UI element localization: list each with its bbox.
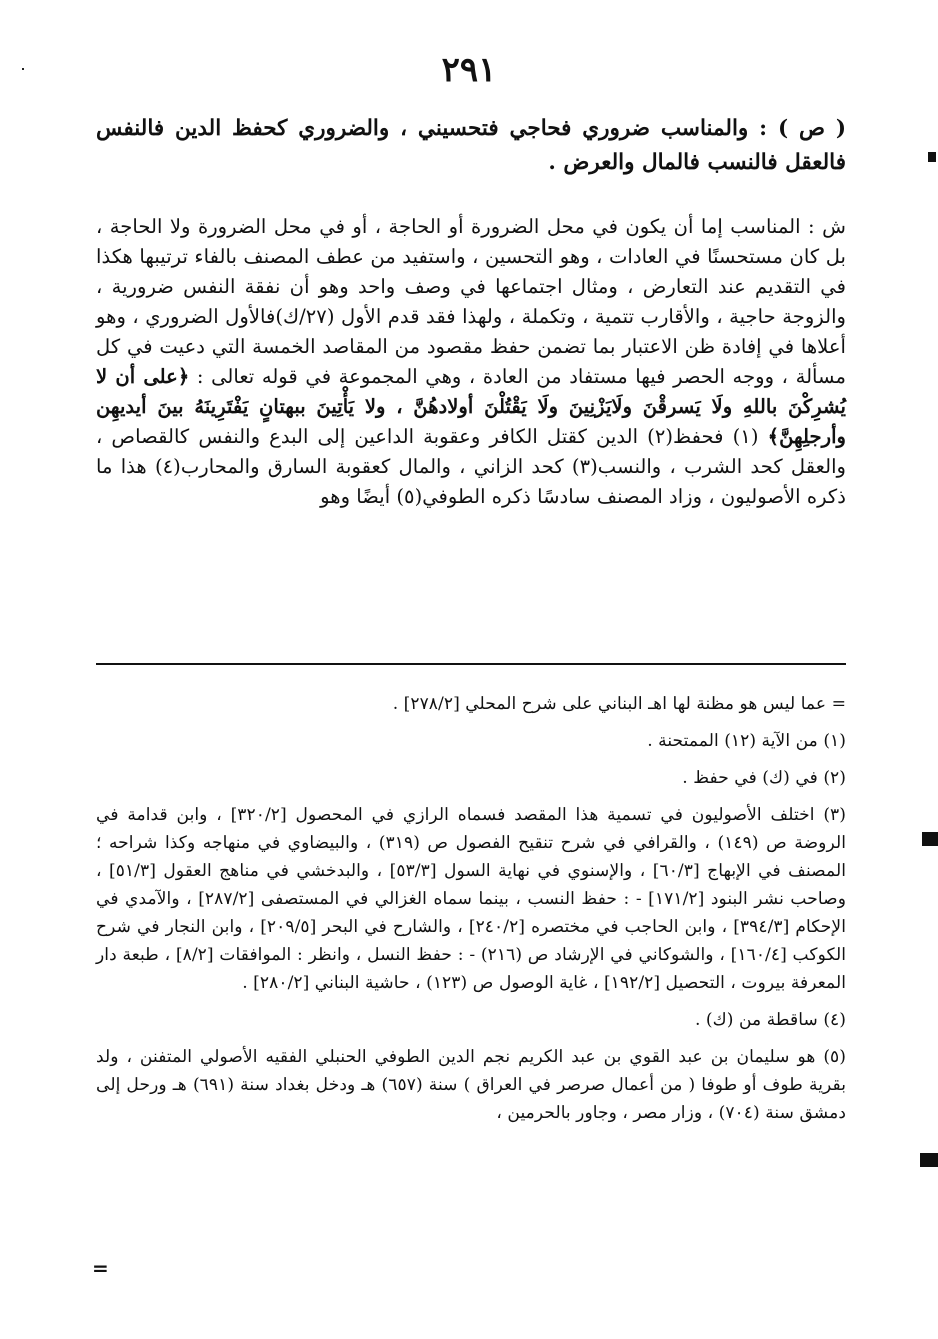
- heading-paragraph: ( ص ) : والمناسب ضروري فحاجي فتحسيني ، والضروري كحفظ الدين فالنفس فالعقل فالنسب فالمال والعرض .: [96, 116, 846, 175]
- footnote-continuation: = عما ليس هو مظنة لها اهـ البناني على شرح المحلي [٢٧٨/٢] .: [392, 694, 846, 714]
- continuation-mark: =: [92, 1256, 109, 1280]
- body-text: [96, 212, 846, 512]
- margin-mark: [928, 152, 936, 162]
- margin-mark: [920, 1153, 938, 1167]
- footnote-1: (١) من الآية (١٢) الممتحنة .: [647, 731, 846, 751]
- footnote-3: (٣) اختلف الأصوليون في تسمية هذا المقصد فسماه الرازي في المحصول [٣٢٠/٢] ، وابن قدامة في الروضة ص (١٤٩) ، والقرافي في شرح تنقيح الفصول ص (٣١٩) ، والبيضاوي في منهاجه وكذا شراحه ؛ المصنف في الإبهاج [٦٠/٣] ، والإسنوي في نهاية السول [٥٣/٣] ، والبدخشي في مناهج العقول [٥١/٣] ، وصاحب نشر البنود [١٧١/٢] - : حفظ النسب ، بينما سماه الغزالي في المستصفى [٢٨٧/٢] ، والآمدي في الإحكام [٣٩٤/٣] ، وابن الحاجب في مختصره [٢٤٠/٢] ، والشارح في البحر [٢٠٩/٥] ، وابن النجار في شرح الكوكب [١٦٠/٤] ، والشوكاني في الإرشاد ص (٢١٦) - : حفظ النسل ، وانظر : الموافقات [٨/٢] ، طبعة دار المعرفة بيروت ، التحصيل [١٩٢/٢] ، غاية الوصول ص (١٢٣) ، حاشية البناني [٢٨٠/٢] .: [96, 805, 846, 993]
- footnote-4: (٤) ساقطة من (ك) .: [694, 1010, 846, 1030]
- footnote-2: (٢) في (ك) في حفظ .: [682, 768, 846, 788]
- page-number: ٢٩١: [441, 50, 497, 90]
- body-text-part-1: ش : المناسب إما أن يكون في محل الضرورة أو الحاجة ، أو في محل الضرورة ولا الحاجة ، بل كان مستحسنًا في العادات ، وهو التحسين ، واستفيد من عطف المصنف بالفاء ترتيبها هكذا في التقديم عند التعارض ، ومثال اجتماعها في وصف واحد وهو أن نفقة النفس ضرورية ، والزوجة حاجية ، والأقارب تتمية ، وتكملة ، ولهذا فقد قدم الأول (٢٧/ك)فالأول الضروري ، وهو أعلاها في إفادة ظن الاعتبار بما تضمن حفظ مقصود من المقاصد الخمسة التي دعيت في كل مسألة ، ووجه الحصر فيها مستفاد من العادة ، وهي المجموعة في قوله تعالى :: [96, 215, 846, 388]
- quran-verse: ﴿على أن لا يُشرِكْنَ باللهِ ولَا يَسرقْنَ ولَايَزْنِينَ ولَا يَقْتُلْنَ أولادهُنَّ ، ولا يَأْتِينَ ببهتانٍ يَفْتَرِينَهُ بينَ أيديهِن وأرجلِهِنَّ﴾: [96, 365, 846, 448]
- footnote-separator: [96, 663, 846, 665]
- body-text-part-2: (١) فحفظ(٢) الدين كقتل الكافر وعقوبة الداعين إلى البدع والنفس كالقصاص ، والعقل كحد الشرب ، والنسب(٣) كحد الزاني ، والمال كعقوبة السارق والمحارب(٤) هذا ما ذكره الأصوليون ، وزاد المصنف سادسًا ذكره الطوفي(٥) أيضًا وهو: [96, 425, 846, 508]
- footnote-5: (٥) هو سليمان بن عبد القوي بن عبد الكريم نجم الدين الطوفي الحنبلي الفقيه الأصولي المتفنن ، ولد بقرية طوف أو طوفا ( من أعمال صرصر في العراق ) سنة (٦٥٧) هـ ودخل بغداد سنة (٦٩١) هـ ورحل إلى دمشق سنة (٧٠٤) ، وزار مصر ، وجاور بالحرمين ،: [96, 1047, 847, 1123]
- footnotes: [96, 690, 846, 1136]
- margin-mark: [922, 832, 938, 846]
